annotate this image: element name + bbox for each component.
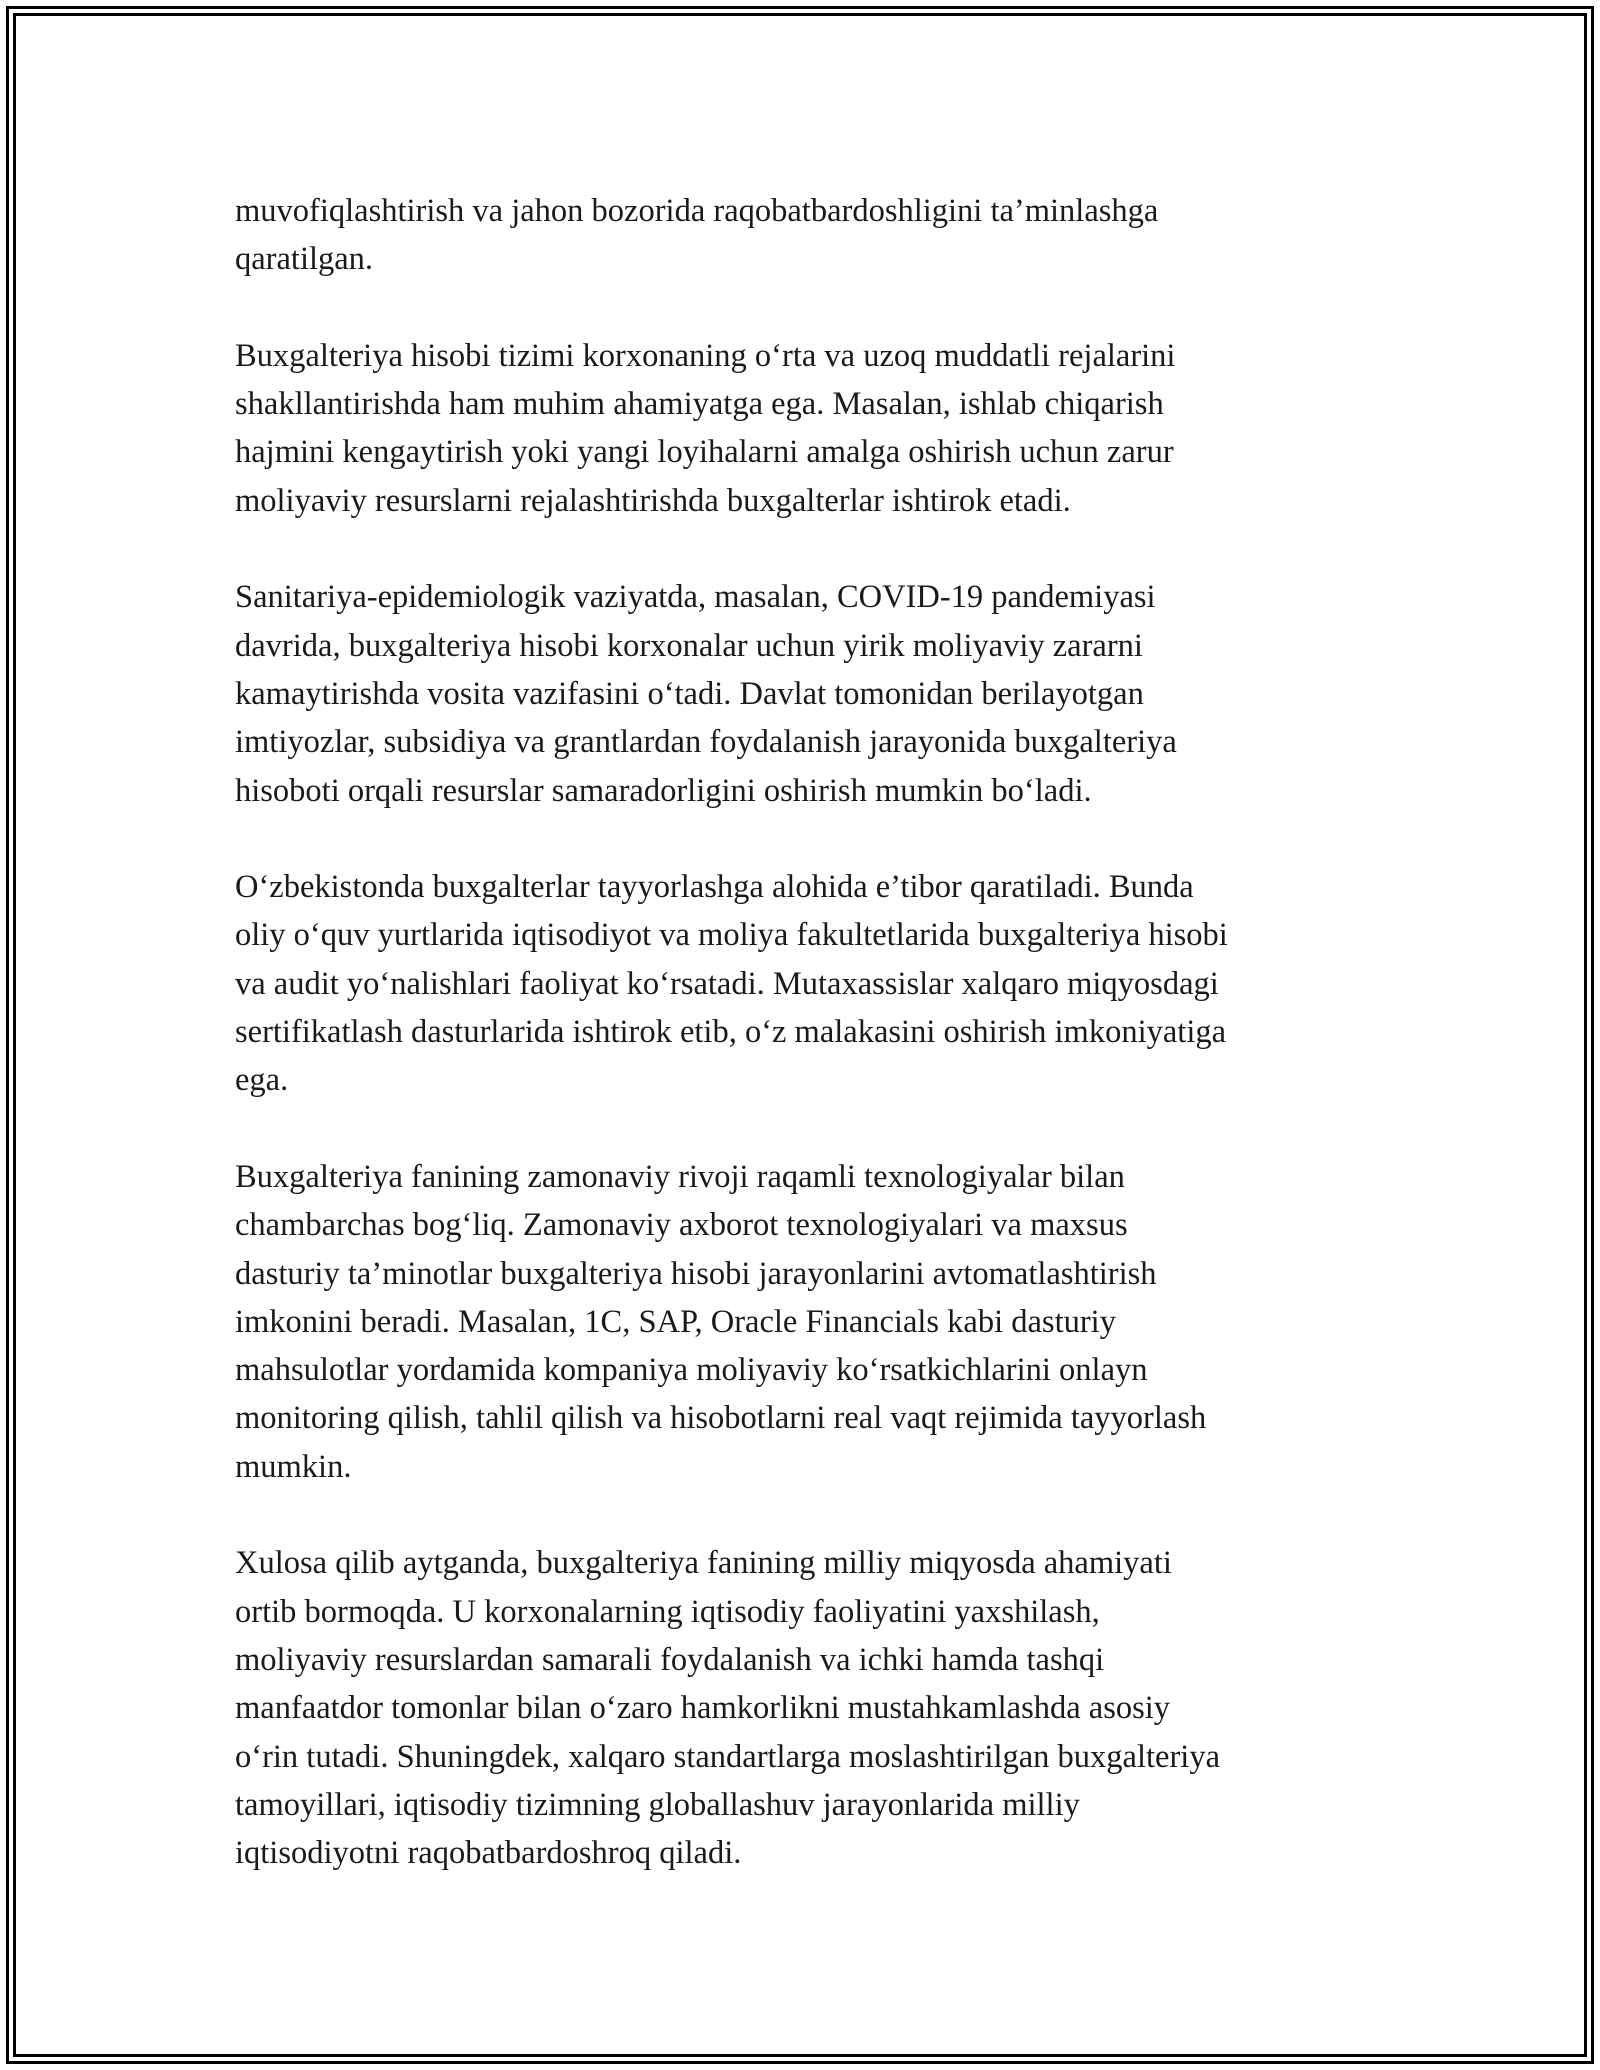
paragraph-5: Buxgalteriya fanining zamonaviy rivoji raqamli texnologiyalar bilan chambarchas bog‘liq. Zamonaviy axborot texnologiyalari va maxsus dasturiy ta’minotlar buxgalteriya hisobi jarayonlarini avtomatlashtirish imkonini beradi. Masalan, 1C, SAP, Oracle Financials kabi dasturiy mahsulotlar yordamida kompaniya moliyaviy ko‘rsatkichlarini onlayn monitoring qilish, tahlil qilish va hisobotlarni real vaqt rejimida tayyorlash mumkin. xyxy=(235,1158,1207,1485)
paragraph-4: O‘zbekistonda buxgalterlar tayyorlashga alohida e’tibor qaratiladi. Bunda oliy o‘quv yurtlarida iqtisodiyot va moliya fakultetlarida buxgalteriya hisobi va audit yo‘nalishlari faoliyat ko‘rsatadi. Mutaxassislar xalqaro miqyosdagi sertifikatlash dasturlarida ishtirok etib, o‘z malakasini oshirish imkoniyatiga ega. xyxy=(235,869,1228,1099)
paragraph-6: Xulosa qilib aytganda, buxgalteriya fanining milliy miqyosda ahamiyati ortib bormoqda. U korxonalarning iqtisodiy faoliyatini yaxshilash, moliyaviy resurslardan samarali foydalanish va ichki hamda tashqi manfaatdor tomonlar bilan o‘zaro hamkorlikni mustahkamlashda asosiy o‘rin tutadi. Shuningdek, xalqaro standartlarga moslashtirilgan buxgalteriya tamoyillari, iqtisodiy tizimning globallashuv jarayonlarida milliy iqtisodiyotni raqobatbardoshroq qiladi. xyxy=(235,1545,1220,1872)
paragraph-1: muvofiqlashtirish va jahon bozorida raqobatbardoshligini ta’minlashga qaratilgan. xyxy=(235,193,1159,278)
paragraph-2: Buxgalteriya hisobi tizimi korxonaning o‘rta va uzoq muddatli rejalarini shakllantirishda ham muhim ahamiyatga ega. Masalan, ishlab chiqarish hajmini kengaytirish yoki yangi loyihalarni amalga oshirish uchun zarur moliyaviy resurslarni rejalashtirishda buxgalterlar ishtirok etadi. xyxy=(235,337,1176,519)
paragraph-3: Sanitariya-epidemiologik vaziyatda, masalan, COVID-19 pandemiyasi davrida, buxgalteriya hisobi korxonalar uchun yirik moliyaviy zararni kamaytirishda vosita vazifasini o‘tadi. Davlat tomonidan berilayotgan imtiyozlar, subsidiya va grantlardan foydalanish jarayonida buxgalteriya hisoboti orqali resurslar samaradorligini oshirish mumkin bo‘ladi. xyxy=(235,579,1177,809)
document-body xyxy=(235,187,1370,1926)
